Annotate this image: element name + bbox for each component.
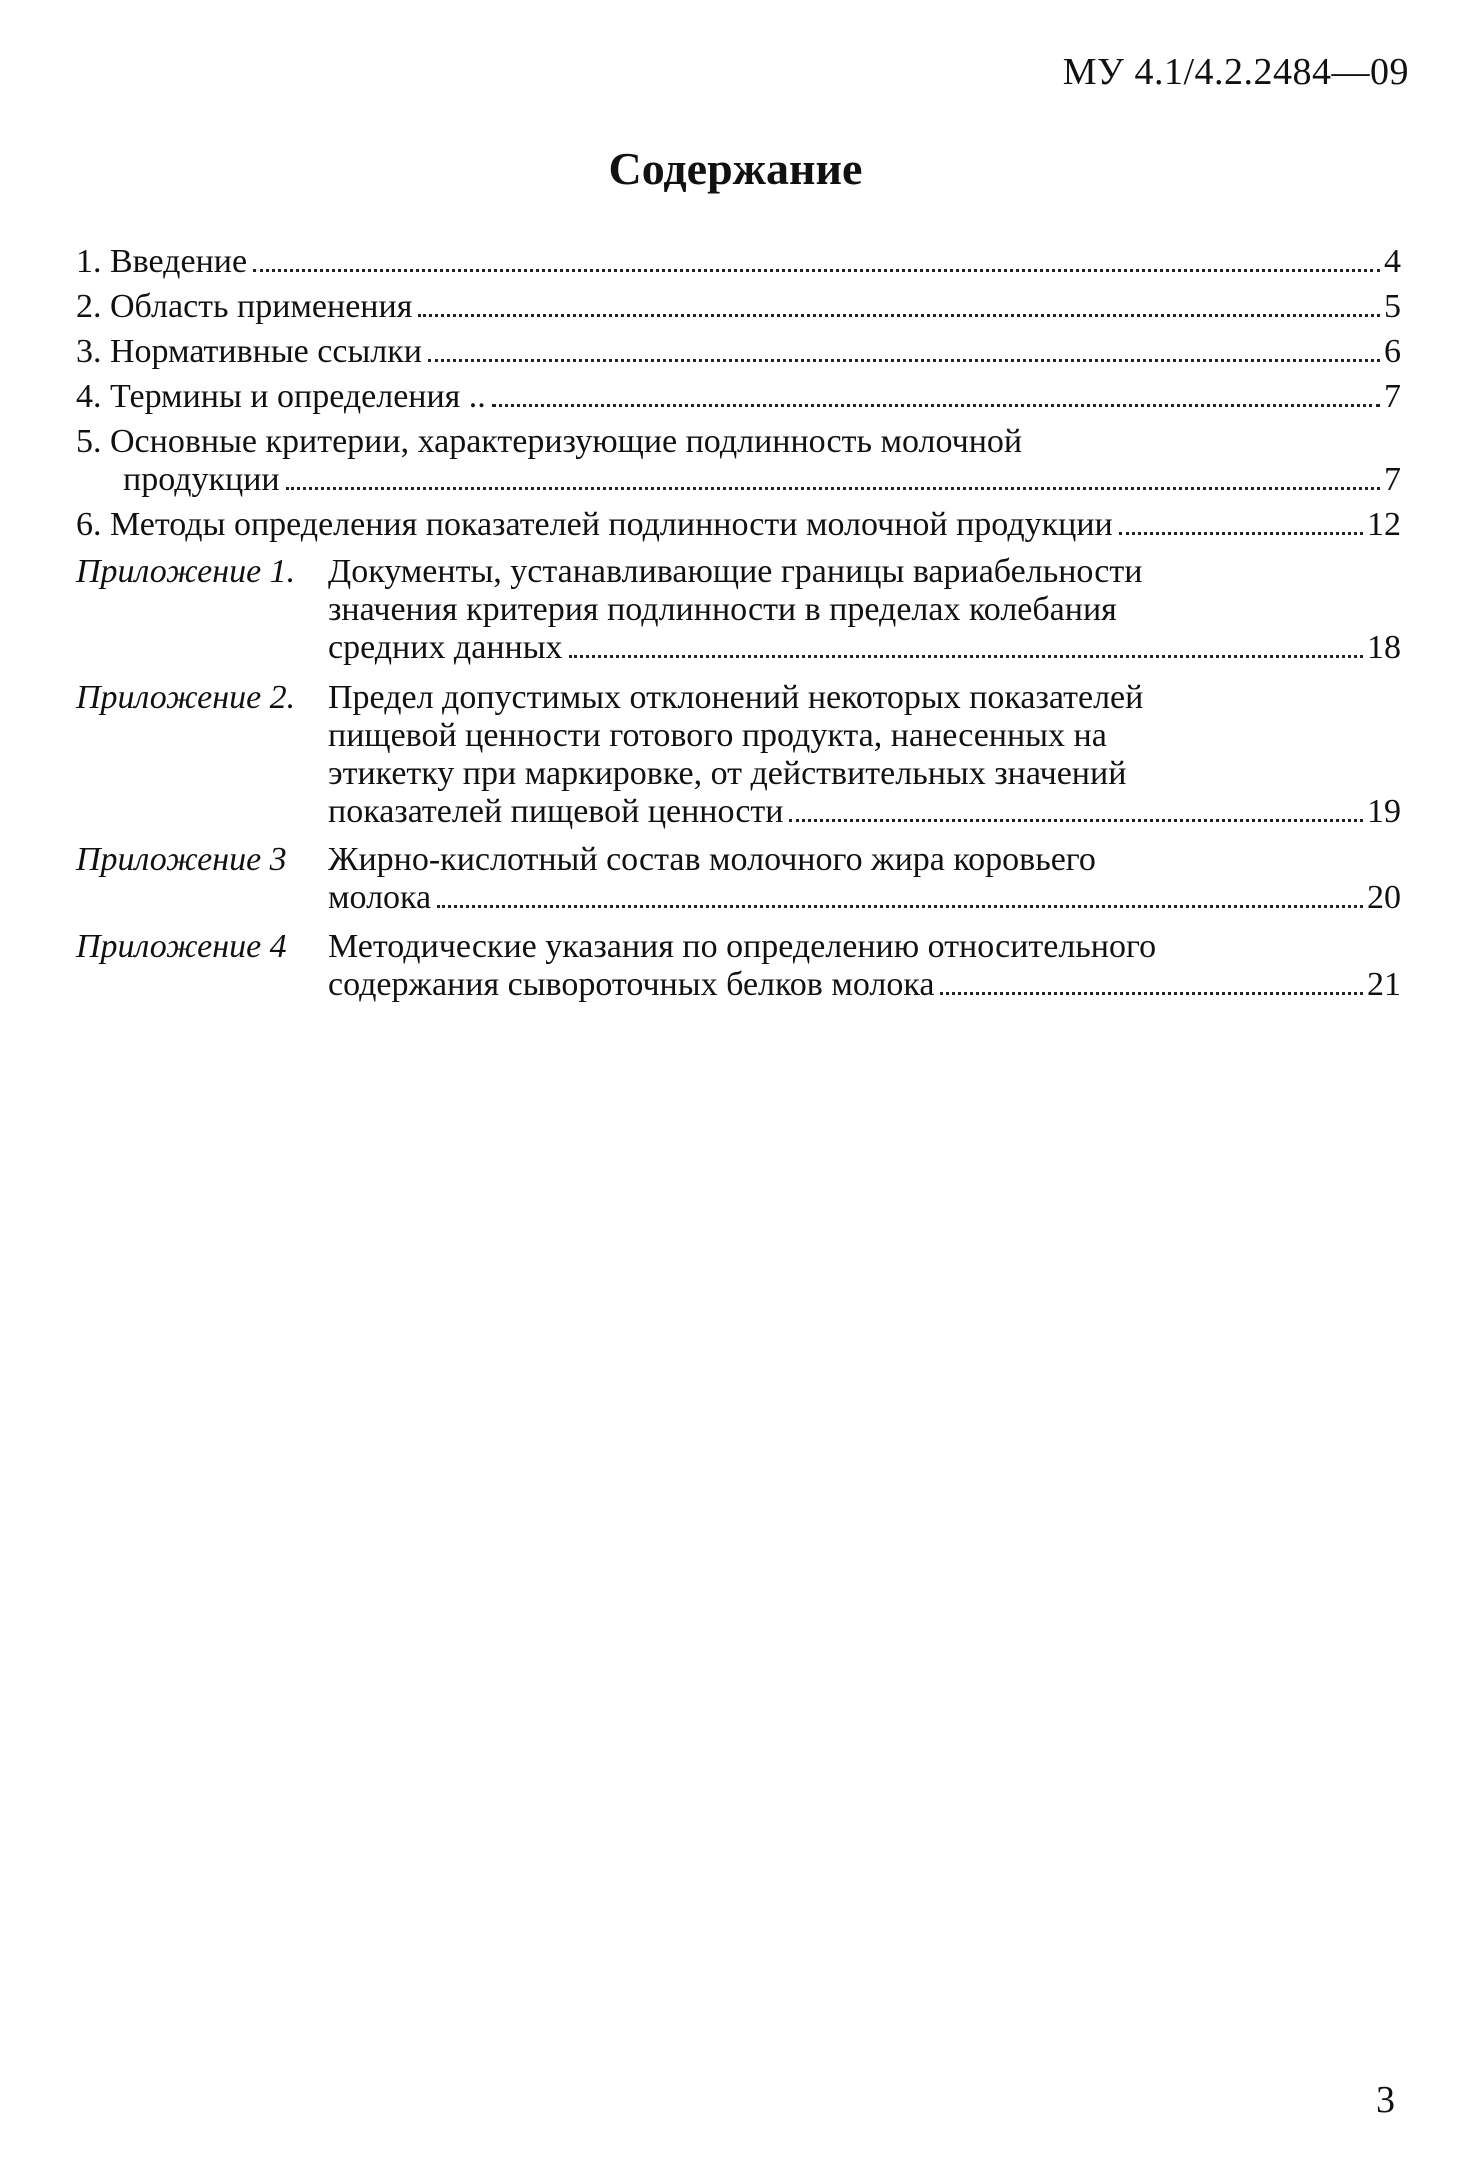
appendix-title-line: Жирно-кислотный состав молочного жира коровьего [328,841,1096,878]
appendix-title-line: этикетку при маркировке, от действительных значений [328,755,1127,792]
appendix-label: Приложение 4 [76,928,287,965]
toc-entry-title: 2. Область применения [76,288,413,325]
toc-entry-appendix-4[interactable] [76,928,1401,1004]
toc-page-number: 5 [1384,288,1401,325]
appendix-title-line: содержания сывороточных белков молока [328,966,935,1003]
dot-leader [789,819,1363,822]
dot-leader [253,269,1380,272]
dot-leader [940,992,1363,995]
toc-entry-scope[interactable] [76,288,1401,326]
toc-entry-normative-references[interactable] [76,333,1401,371]
appendix-title-line: Предел допустимых отклонений некоторых показателей [328,679,1144,716]
page-title: Содержание [608,143,863,194]
dot-leader [492,404,1380,407]
toc-page-number: 20 [1367,879,1401,916]
dot-leader [1119,532,1363,535]
dot-leader [428,359,1380,362]
toc-entry-appendix-2[interactable] [76,679,1401,831]
appendix-title-line: значения критерия подлинности в пределах колебания [328,591,1117,628]
toc-entry-title: 4. Термины и определения .. [76,378,486,415]
toc-page-number: 7 [1384,461,1401,498]
toc-page-number: 12 [1367,506,1401,543]
appendix-label: Приложение 2. [76,679,296,716]
toc-page-number: 18 [1367,629,1401,666]
toc-page-number: 19 [1367,793,1401,830]
toc-entry-title-continued: продукции [123,461,280,498]
appendix-label: Приложение 3 [76,841,287,878]
toc-entry-methods[interactable] [76,506,1401,544]
toc-entry-appendix-1[interactable] [76,553,1401,667]
page-number: 3 [1376,2079,1395,2121]
toc-entry-title: 5. Основные критерии, характеризующие подлинность молочной [76,423,1023,460]
toc-page-number: 7 [1384,378,1401,415]
dot-leader [569,655,1363,658]
toc-page-number: 6 [1384,333,1401,370]
toc-entry-title: 6. Методы определения показателей подлинности молочной продукции [76,506,1113,543]
toc-entry-terms[interactable] [76,378,1401,416]
appendix-label: Приложение 1. [76,553,296,590]
dot-leader [286,487,1380,490]
appendix-title-line: средних данных [328,629,563,666]
appendix-title-line: молока [328,879,432,916]
table-of-contents [76,243,1401,1004]
appendix-title-line: показателей пищевой ценности [328,793,784,830]
toc-entry-appendix-3[interactable] [76,841,1401,917]
appendix-title-line: пищевой ценности готового продукта, нанесенных на [328,717,1107,754]
appendix-title-line: Методические указания по определению относительного [328,928,1157,965]
toc-entry-title: 3. Нормативные ссылки [76,333,422,370]
document-code: МУ 4.1/4.2.2484—09 [1062,51,1409,93]
toc-page-number: 21 [1367,966,1401,1003]
toc-entry-title: 1. Введение [76,243,248,280]
toc-entry-introduction[interactable] [76,243,1401,281]
dot-leader [437,905,1363,908]
toc-entry-main-criteria[interactable] [76,423,1401,499]
dot-leader [418,314,1380,317]
toc-page-number: 4 [1384,243,1401,280]
appendix-title-line: Документы, устанавливающие границы вариабельности [328,553,1143,590]
